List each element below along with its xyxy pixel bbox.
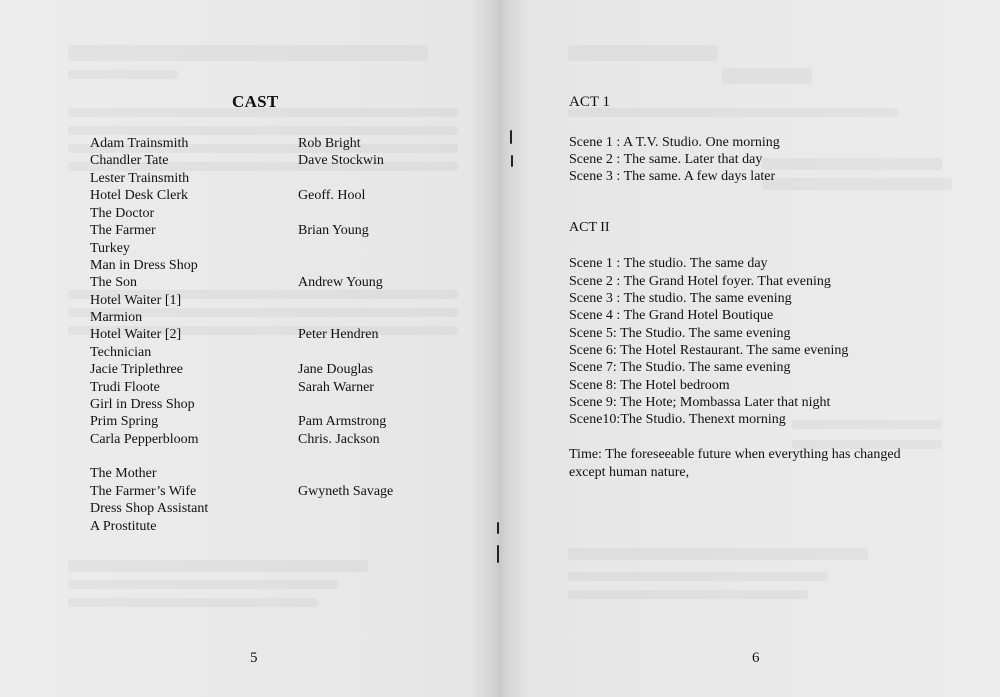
cast-heading: CAST [232, 92, 279, 111]
cast-role: The Farmer’s Wife [90, 484, 197, 499]
cast-role: The Mother [90, 466, 157, 481]
act1-heading: ACT 1 [569, 94, 610, 110]
cast-role: Turkey [90, 241, 130, 256]
cast-actor: Pam Armstrong [298, 414, 387, 429]
cast-role: Jacie Triplethree [90, 362, 183, 377]
act2-heading: ACT II [569, 220, 610, 235]
cast-actor: Jane Douglas [298, 362, 374, 377]
cast-actor: Sarah Warner [298, 380, 374, 395]
cast-actor: Rob Bright [298, 136, 361, 151]
cast-role: The Farmer [90, 223, 156, 238]
cast-role: Dress Shop Assistant [90, 501, 209, 516]
scene-item: Scene 4 : The Grand Hotel Boutique [569, 308, 774, 323]
cast-actor: Peter Hendren [298, 327, 379, 342]
cast-role: Marmion [90, 310, 143, 325]
cast-actor: Geoff. Hool [298, 188, 366, 203]
cast-role: Hotel Waiter [1] [90, 293, 182, 308]
cast-actor: Chris. Jackson [298, 432, 380, 447]
cast-role: Lester Trainsmith [90, 171, 190, 186]
staple-mark [497, 522, 499, 534]
cast-actor: Brian Young [298, 223, 369, 238]
scene-item: Scene 1 : The studio. The same day [569, 256, 768, 271]
cast-role: Prim Spring [90, 414, 159, 429]
scene-item: Scene 3 : The same. A few days later [569, 169, 776, 184]
cast-role: Chandler Tate [90, 153, 169, 168]
cast-actor: Andrew Young [298, 275, 383, 290]
staple-mark [497, 545, 499, 563]
cast-role: Hotel Desk Clerk [90, 188, 188, 203]
cast-role: Hotel Waiter [2] [90, 327, 182, 342]
time-setting-note: Time: The foreseeable future when everything has changed except human nature, [569, 447, 901, 480]
cast-role: Carla Pepperbloom [90, 432, 199, 447]
scene-item: Scene 9: The Hote; Mombassa Later that night [569, 395, 831, 410]
cast-role: Adam Trainsmith [90, 136, 189, 151]
scene-item: Scene 1 : A T.V. Studio. One morning [569, 135, 780, 150]
cast-role: Trudi Floote [90, 380, 160, 395]
cast-role: The Son [90, 275, 138, 290]
scene-item: Scene 6: The Hotel Restaurant. The same evening [569, 343, 849, 358]
cast-role: A Prostitute [90, 519, 157, 534]
cast-actor: Gwyneth Savage [298, 484, 394, 499]
cast-role: Technician [90, 345, 152, 360]
cast-role: Man in Dress Shop [90, 258, 198, 273]
cast-role: The Doctor [90, 206, 155, 221]
scene-item: Scene10:The Studio. Thenext morning [569, 412, 786, 427]
cast-role: Girl in Dress Shop [90, 397, 195, 412]
page-number-right: 6 [752, 650, 760, 666]
page-number-left: 5 [250, 650, 258, 666]
scene-item: Scene 2 : The Grand Hotel foyer. That evening [569, 274, 831, 289]
scene-item: Scene 5: The Studio. The same evening [569, 326, 791, 341]
cast-actor: Dave Stockwin [298, 153, 384, 168]
scene-item: Scene 2 : The same. Later that day [569, 152, 763, 167]
scene-item: Scene 8: The Hotel bedroom [569, 378, 730, 393]
scene-item: Scene 3 : The studio. The same evening [569, 291, 792, 306]
scene-item: Scene 7: The Studio. The same evening [569, 360, 791, 375]
